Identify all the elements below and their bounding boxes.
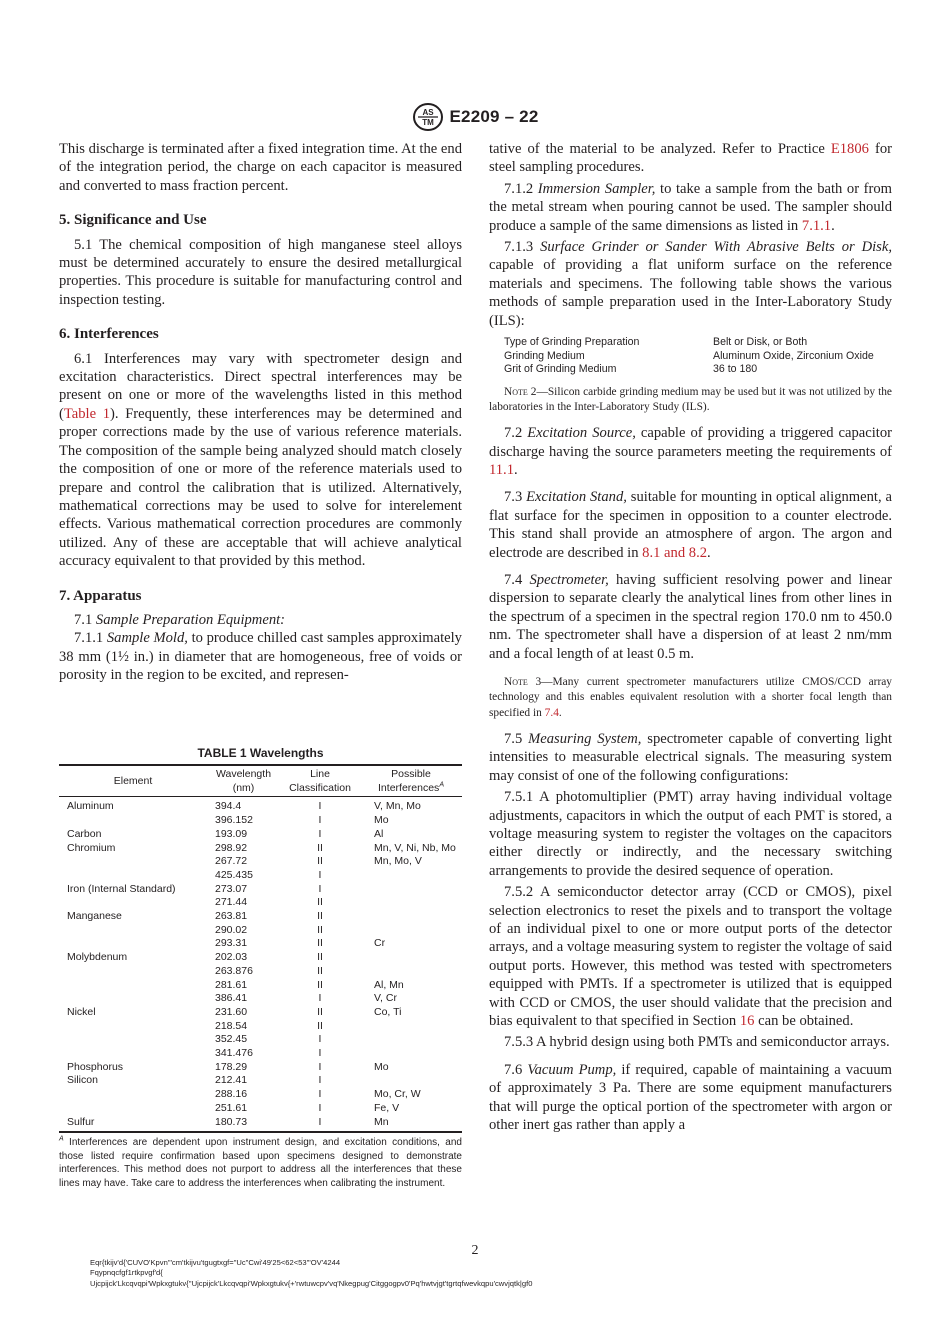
grinding-row [504, 363, 889, 377]
table-row [59, 814, 462, 828]
table-row [59, 1033, 462, 1047]
interferences-cell: V, Mn, Mo [374, 800, 421, 813]
element-cell: Aluminum [67, 800, 114, 813]
line-class-cell: II [317, 896, 323, 909]
interferences-cell: Mo, Cr, W [374, 1088, 421, 1101]
line-class-cell: II [317, 937, 323, 950]
paragraph-7-1-3: 7.1.3 Surface Grinder or Sander With Abrasive Belts or Disk, capable of providing a flat uniform surface on the reference materials and specimens. The following table shows the various methods of sample preparation used in the Inter-Laboratory Study (ILS): [489, 239, 892, 329]
interferences-cell: Mo [374, 1060, 389, 1073]
grinding-label: Type of Grinding Preparation [504, 336, 640, 349]
paragraph-6-1: 6.1 Interferences may vary with spectrometer design and excitation characteristics. Direct spectral interferences may be present on one or more of the wavelengths listed in this method (Table 1). Frequently, these interferences may be determined and proper corrections made by the use of various reference materials. The composition of the sample being analyzed should match closely the composition of one or more of the reference materials used to prepare and control the calibration that is utilized. Alternatively, mathematical corrections may be used to solve for interelement effects. Various mathematical correction procedures are commonly utilized. Any of these are acceptable that will achieve analytical accuracy equivalent to that provided by this method. [59, 350, 462, 570]
line-class-cell: I [318, 1033, 322, 1046]
wavelengths-table [59, 764, 462, 1133]
table-row [59, 869, 462, 883]
paragraph-7-5-2: 7.5.2 A semiconductor detector array (CCD or CMOS), pixel selection electronics to reset the pixels and to transport the voltage of an individual pixel to one or more output ports of the detector arrays, and a voltage measuring system to register the voltage of said output ports. However, this method was tested with spectrometers equipped with PMTs. If a spectrometer is utilized that is equipped with CCD or CMOS, the user should validate that the precision and bias equivalent to that specified in Section 16 can be obtained. [489, 884, 892, 1030]
line-class-cell: I [318, 882, 322, 895]
8-1-and-8-2-link[interactable]: 8.1 and 8.2 [642, 544, 708, 561]
paragraph-7-1-1: 7.1.1 Sample Mold, to produce chilled cast samples approximately 38 mm (1½ in.) in diameter that are homogeneous, free of voids or porosity in the region to be excited, and represen- [59, 630, 462, 684]
element-cell: Molybdenum [67, 951, 128, 964]
element-cell [59, 1102, 207, 1116]
7-1-1-link[interactable]: 7.1.1 [801, 217, 832, 234]
grinding-table [504, 336, 889, 377]
line-class-cell: II [317, 978, 323, 991]
element-cell [59, 869, 207, 883]
wavelength-cell: 298.92 [215, 841, 248, 854]
wavelength-cell: 281.61 [215, 978, 248, 991]
line-class-cell: I [318, 1115, 322, 1128]
interferences-cell: V, Cr [374, 992, 397, 1005]
wavelength-cell: 178.29 [215, 1060, 248, 1073]
table-row [59, 937, 462, 951]
table-row [59, 797, 462, 814]
interferences-cell: Al, Mn [374, 978, 404, 991]
line-class-cell: II [317, 855, 323, 868]
element-cell: Carbon [67, 827, 102, 840]
line-class-cell: II [317, 923, 323, 936]
element-cell: Nickel [67, 1005, 96, 1018]
note-2: Note 2—Silicon carbide grinding medium may be used but it was not utilized by the laboratories in the Inter-Laboratory Study (ILS). [489, 385, 892, 413]
table-row [59, 924, 462, 938]
grinding-value: 36 to 180 [713, 363, 758, 376]
wavelength-cell: 212.41 [215, 1074, 248, 1087]
astm-logo-icon [412, 102, 444, 132]
page-header [0, 102, 950, 137]
interferences-cell: Mn, V, Ni, Nb, Mo [374, 841, 456, 854]
element-cell [59, 937, 207, 951]
interferences-cell [360, 1033, 462, 1047]
section-16-link[interactable]: 16 [739, 1013, 755, 1030]
grinding-value: Belt or Disk, or Both [713, 336, 808, 349]
wavelength-cell: 263.81 [215, 910, 248, 923]
element-cell [59, 992, 207, 1006]
wavelength-cell: 180.73 [215, 1115, 248, 1128]
7-4-link[interactable]: 7.4 [544, 706, 559, 719]
table-row [59, 1074, 462, 1088]
wavelength-cell: 290.02 [215, 923, 248, 936]
element-cell [59, 896, 207, 910]
paragraph-7-1: 7.1 Sample Preparation Equipment: [74, 611, 286, 628]
element-cell: Sulfur [67, 1115, 95, 1128]
note-3: Note 3—Many current spectrometer manufacturers utilize CMOS/CCD array technology and this enables equivalent resolution with a shorter focal length than specified in 7.4. [489, 676, 892, 719]
document-id: E2209 – 22 [449, 107, 539, 126]
element-cell [59, 1088, 207, 1102]
paragraph-7-1-2: 7.1.2 Immersion Sampler, to take a sample from the bath or from the metal stream when pouring cannot be used. The sampler should produce a sample of the same dimensions as listed in 7.1.1. [489, 180, 893, 234]
table-row [59, 855, 462, 869]
e1806-link[interactable]: E1806 [830, 141, 869, 157]
table-row [59, 828, 462, 842]
element-cell [59, 1047, 207, 1061]
element-cell: Iron (Internal Standard) [67, 882, 176, 895]
table-1-footnote: $^A$ Interferences are dependent upon instrument design, and excitation conditions, and those listed require confirmation based upon specimens designed to demonstrate interferences. This method does not purport to address all the interferences that these lines may have. Take care to address the interferences when calibrating the instrument. [59, 1135, 462, 1190]
paragraph-7-5-3: 7.5.3 A hybrid design using both PMTs and semiconductor arrays. [504, 1034, 890, 1051]
element-cell [59, 1020, 207, 1034]
table-row [59, 951, 462, 965]
paragraph-7-3: 7.3 Excitation Stand, suitable for mounting in optical alignment, a flat surface for the specimen in opposition to a counter electrode. This stand shall provide an atmosphere of argon. The argon and electrode are described in 8.1 and 8.2. [489, 489, 893, 561]
paragraph-7-6: 7.6 Vacuum Pump, if required, capable of maintaining a vacuum of approximately 3 Pa. There are some equipment manufacturers that will purge the optical portion of the spectrometer with argon or other inert gas rather than apply a [489, 1061, 892, 1134]
table-row [59, 965, 462, 979]
table-1-link[interactable]: Table 1 [63, 405, 111, 422]
section-7-heading: 7. Apparatus [59, 587, 142, 604]
element-cell: Silicon [67, 1074, 98, 1087]
grinding-label: Grit of Grinding Medium [504, 363, 617, 376]
table-row [59, 992, 462, 1006]
wavelength-cell: 218.54 [215, 1019, 248, 1032]
element-cell: Chromium [67, 841, 116, 854]
element-cell [59, 855, 207, 869]
line-class-cell: I [318, 800, 322, 813]
element-cell [59, 965, 207, 979]
wavelength-cell: 267.72 [215, 855, 248, 868]
line-class-cell: II [317, 951, 323, 964]
line-class-cell: I [318, 1088, 322, 1101]
wavelength-cell: 425.435 [215, 868, 253, 881]
wavelength-cell: 352.45 [215, 1033, 248, 1046]
line-class-cell: II [317, 1019, 323, 1032]
header-element: Element [113, 774, 153, 787]
element-cell: Manganese [67, 910, 122, 923]
wavelength-cell: 386.41 [215, 992, 248, 1005]
line-class-cell: I [318, 1047, 322, 1060]
line-class-cell: II [317, 910, 323, 923]
interferences-cell [360, 951, 462, 965]
11-1-link[interactable]: 11.1 [489, 461, 514, 478]
wavelength-cell: 394.4 [215, 800, 242, 813]
line-class-cell: II [317, 964, 323, 977]
table-row [59, 1102, 462, 1116]
license-footer [90, 1258, 532, 1289]
table-row [59, 1116, 462, 1133]
element-cell: Phosphorus [67, 1060, 124, 1073]
table-row [59, 1006, 462, 1020]
interferences-cell [360, 924, 462, 938]
wavelength-cell: 193.09 [215, 827, 248, 840]
table-header-row [59, 765, 462, 797]
header-line-classification: Line Classification [289, 768, 351, 794]
interferences-cell [360, 883, 462, 897]
intro-paragraph: This discharge is terminated after a fixed integration time. At the end of the integration period, the charge on each capacitor is measured and converted to mass fraction percent. [59, 141, 462, 194]
interferences-cell: Mn, Mo, V [374, 855, 422, 868]
left-column [59, 140, 462, 685]
paragraph-7-5-1: 7.5.1 A photomultiplier (PMT) array having individual voltage adjustments, capacitors in which the output of each PMT is stored, a voltage measuring system to register the voltages on the capacitors either directly or indirectly, and the necessary switching arrangements to provide the desired sequence of operation. [489, 789, 892, 879]
line-class-cell: I [318, 992, 322, 1005]
element-cell [59, 814, 207, 828]
table-row [59, 896, 462, 910]
line-class-cell: I [318, 868, 322, 881]
interferences-cell [360, 1047, 462, 1061]
page-number: 2 [471, 1243, 479, 1258]
wavelength-cell: 396.152 [215, 814, 253, 827]
grinding-label: Grinding Medium [504, 349, 585, 362]
line-class-cell: I [318, 814, 322, 827]
right-column [489, 140, 892, 1134]
footer-line-3: Ujcpijck'Lkcqvqpi'Wpkxgtukv{''Ujcpijck'Lkcqvqpi'Wpkxgtukv{+'rwtuwcpv'vq'Nkegpug'Citggogpv0'Pq'hwtvjgt'tgrtqfwevkqpu'cwvjqtk|gf0 [90, 1278, 533, 1288]
interferences-cell: Al [374, 827, 384, 840]
element-cell [59, 924, 207, 938]
table-1 [59, 746, 462, 1191]
interferences-cell [360, 896, 462, 910]
table-row [59, 1020, 462, 1034]
paragraph-7-5: 7.5 Measuring System, spectrometer capable of converting light intensities to measurable electrical signals. The measuring system may consist of one of the following configurations: [489, 730, 892, 784]
section-5-heading: 5. Significance and Use [59, 212, 207, 229]
continuation-paragraph: tative of the material to be analyzed. Refer to Practice E1806 for steel sampling procedures. [489, 141, 892, 176]
table-row [59, 842, 462, 856]
paragraph-5-1: 5.1 The chemical composition of high manganese steel alloys must be determined accurately to ensure the desired metallurgical properties. This procedure is suitable for manufacturing control and inspection testing. [59, 236, 462, 308]
line-class-cell: II [317, 1005, 323, 1018]
footer-line-1: Eqr{tkijv'd{'CUVO'Kpvn'"cm'tkijvu'tgugtxgf="Uc"Cwi'49'25<62<53'"OV'4244 [90, 1258, 341, 1267]
grinding-row [504, 336, 889, 350]
footer-line-2: Fqypnqcfgf1rtkpvgf'd{ [90, 1268, 163, 1278]
table-row [59, 1047, 462, 1061]
line-class-cell: II [317, 841, 323, 854]
interferences-cell: Co, Ti [374, 1005, 402, 1018]
table-row [59, 1088, 462, 1102]
line-class-cell: I [318, 1060, 322, 1073]
section-6-heading: 6. Interferences [59, 326, 159, 343]
element-cell [59, 1033, 207, 1047]
interferences-cell [360, 869, 462, 883]
table-row [59, 979, 462, 993]
interferences-cell [360, 965, 462, 979]
table-row [59, 910, 462, 924]
wavelength-cell: 341.476 [215, 1047, 253, 1060]
interferences-cell [360, 1020, 462, 1034]
interferences-cell: Mn [374, 1115, 389, 1128]
wavelength-cell: 288.16 [215, 1088, 248, 1101]
interferences-cell: Mo [374, 814, 389, 827]
line-class-cell: I [318, 1074, 322, 1087]
wavelength-cell: 231.60 [215, 1005, 248, 1018]
grinding-row [504, 350, 889, 364]
interferences-cell: Fe, V [374, 1101, 400, 1114]
paragraph-7-4: 7.4 Spectrometer, having sufficient resolving power and linear dispersion to separate clearly the analytical lines from other lines in the spectrum of a specimen in the spectral region 170.0 nm to 450.0 nm. The spectrometer shall have a dispersion of at least 2 nm/mm and a focal length of at least 0.5 m. [489, 572, 892, 662]
interferences-cell [360, 1074, 462, 1088]
grinding-value: Aluminum Oxide, Zirconium Oxide [713, 349, 874, 362]
line-class-cell: I [318, 1101, 322, 1114]
wavelength-cell: 251.61 [215, 1101, 248, 1114]
wavelength-cell: 263.876 [215, 964, 253, 977]
paragraph-7-2: 7.2 Excitation Source, capable of providing a triggered capacitor discharge having the source parameters meeting the requirements of 11.1. [489, 425, 892, 478]
wavelength-cell: 271.44 [215, 896, 248, 909]
svg-text:AS: AS [421, 108, 434, 117]
line-class-cell: I [318, 827, 322, 840]
table-row [59, 883, 462, 897]
element-cell [59, 979, 207, 993]
wavelength-cell: 273.07 [215, 882, 248, 895]
svg-text:TM: TM [421, 118, 434, 127]
header-possible-interferences: Possible Interferences$^A$ [378, 768, 444, 794]
wavelength-cell: 202.03 [215, 951, 248, 964]
wavelength-cell: 293.31 [215, 937, 248, 950]
interferences-cell: Cr [374, 937, 386, 950]
header-wavelength: Wavelength (nm) [215, 768, 272, 794]
interferences-cell [360, 910, 462, 924]
table-1-title: TABLE 1 Wavelengths [197, 746, 324, 760]
table-row [59, 1061, 462, 1075]
